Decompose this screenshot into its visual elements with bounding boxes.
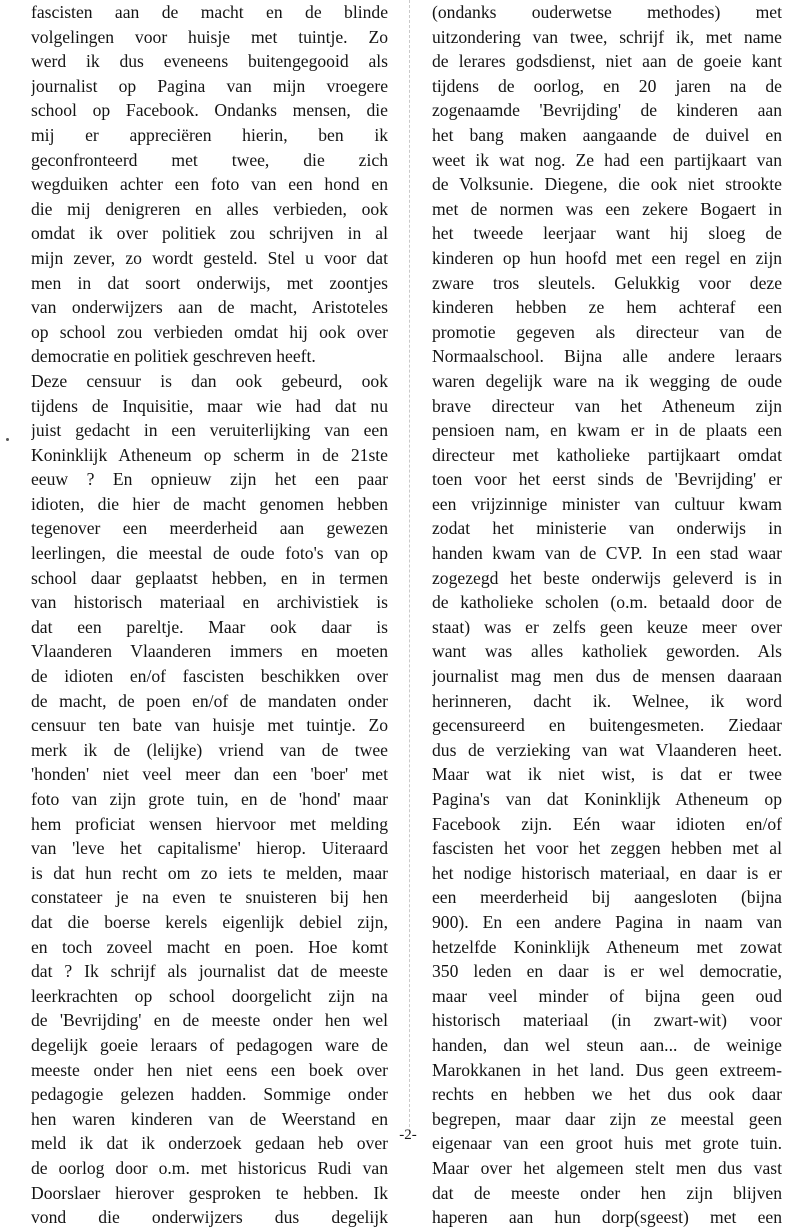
text-line: Marokkanen in het land. Dus geen extreem- [432, 1059, 782, 1080]
text-line: begrepen, maar daar zijn ze meestal geen [432, 1108, 782, 1129]
text-line: hem proficiat wensen hiervoor met melding [31, 813, 388, 834]
text-line: is dat hun recht om zo iets te melden, maar [31, 862, 388, 883]
text-line: mijn zever, zo wordt gesteld. Stel u voor dat [31, 247, 388, 268]
text-line: democratie en politiek geschreven heeft. [31, 346, 316, 367]
text-line: met de normen was een zekere Bogaert in [432, 198, 782, 219]
text-line: hetzelfde Koninklijk Atheneum met zowat [432, 936, 782, 957]
text-line: gecensureerd en buitengesmeten. Ziedaar [432, 715, 782, 736]
text-line: de Volksunie. Diegene, die ook niet strookte [432, 174, 782, 195]
text-line: promotie gegeven als directeur van de [432, 321, 782, 342]
text-line: de lerares godsdienst, niet aan de goeie kant [432, 51, 782, 72]
text-line: tegenover een meerderheid aan gewezen [31, 518, 388, 539]
text-line: handen, dan wel steun aan... de weinige [432, 1034, 782, 1055]
text-line: directeur met katholieke partijkaart omdat [432, 444, 782, 465]
text-line: brave directeur van het Atheneum zijn [432, 395, 782, 416]
text-line: tijdens de oorlog, en 20 jaren na de [432, 75, 782, 96]
text-line: de oorlog door o.m. met historicus Rudi van [31, 1157, 388, 1178]
text-line: school daar geplaatst hebben, en in termen [31, 567, 388, 588]
text-line: op school zou verbieden omdat hij ook over [31, 321, 388, 342]
text-line: (ondanks ouderwetse methodes) met [432, 2, 782, 22]
text-line: journalist op Pagina van mijn vroegere [31, 75, 388, 96]
text-line: foto van zijn grote tuin, en de 'hond' maar [31, 789, 388, 809]
text-line: Maar wat ik niet wist, is dat er twee [432, 764, 782, 785]
text-line: eigenaar van een groot huis met grote tuin. [432, 1133, 782, 1154]
text-line: juist gedacht in een veruiterlijking van een [31, 420, 388, 441]
text-line: degelijk goeie leraars of pedagogen ware de [31, 1034, 388, 1055]
text-line: constateer je na even te snuisteren bij hen [31, 887, 388, 908]
text-line: 'honden' niet veel meer dan een 'boer' met [31, 764, 388, 785]
text-line: Maar over het algemeen stelt men dus vast [432, 1157, 782, 1178]
text-line: dat ? Ik schrijf als journalist dat de meeste [31, 961, 388, 982]
text-line: idioten, die hier de macht genomen hebben [31, 493, 388, 514]
text-line: Deze censuur is dan ook gebeurd, ook [31, 370, 388, 391]
text-line: mij er appreciëren hierin, ben ik [31, 124, 388, 145]
text-line: 900). En een andere Pagina in naam van [432, 911, 782, 932]
text-line: haperen aan hun dorp(sgeest) met een [432, 1207, 782, 1228]
text-line: weet ik wat nog. Ze had een partijkaart van [432, 149, 782, 170]
text-line: omdat ik over politiek zou schrijven in al [31, 223, 388, 244]
text-line: fascisten aan de macht en de blinde [31, 2, 388, 22]
text-line: geconfronteerd met twee, die zich [31, 149, 388, 170]
text-line: het nodige historisch materiaal, en daar is er [432, 862, 782, 883]
text-line: dus de verzieking van wat Vlaanderen heet. [432, 739, 782, 760]
text-line: toen voor het eerst sinds de 'Bevrijding' er [432, 469, 782, 490]
left-text-column [31, 0, 388, 1230]
text-line: Normaalschool. Bijna alle andere leraars [432, 346, 782, 367]
text-line: Pagina's van dat Koninklijk Atheneum op [432, 789, 782, 809]
text-line: maar veel minder of bijna geen oud [432, 985, 782, 1006]
text-line: de katholieke scholen (o.m. betaald door de [432, 592, 782, 613]
text-line: werd ik dus eveneens buitengegooid als [31, 51, 388, 72]
text-line: leerlingen, die meestal de oude foto's van op [31, 543, 388, 564]
text-line: staat) was er zelfs geen keuze meer over [432, 616, 782, 637]
text-line: het tweede leerjaar want hij sloeg de [432, 223, 782, 244]
text-line: waren degelijk ware na ik wegging de oude [432, 370, 782, 391]
text-line: pedagogie gelezen hadden. Sommige onder [31, 1084, 388, 1105]
text-line: de macht, de poen en/of de mandaten onder [31, 690, 388, 711]
text-line: de idioten en/of fascisten beschikken over [31, 666, 388, 687]
text-line: men in dat soort onderwijs, met zoontjes [31, 272, 388, 293]
text-line: een vrijzinnige minister van cultuur kwam [432, 493, 782, 514]
text-line: historisch materiaal (in zwart-wit) voor [432, 1010, 782, 1031]
column-divider [409, 0, 410, 1132]
text-line: leerkrachten op school doorgelicht zijn na [31, 985, 388, 1006]
text-line: eeuw ? En opnieuw zijn het een paar [31, 469, 388, 490]
text-line: Doorslaer hierover gesproken te hebben. Ik [31, 1182, 388, 1203]
text-line: herinneren, dacht ik. Welnee, ik word [432, 690, 782, 711]
text-line: en toch zoveel macht en poen. Hoe komt [31, 936, 388, 957]
text-line: zware tros sleutels. Gelukkig voor deze [432, 272, 782, 293]
text-line: vond die onderwijzers dus degelijk [31, 1207, 388, 1228]
page-number: -2- [399, 1127, 417, 1143]
text-line: meeste onder hen niet eens een boek over [31, 1059, 388, 1080]
text-line: hen waren kinderen van de Weerstand en [31, 1108, 388, 1129]
text-line: 350 leden en daar is er wel democratie, [432, 961, 782, 982]
text-line: van historisch materiaal en archivistiek is [31, 592, 388, 613]
text-line: Vlaanderen Vlaanderen immers en moeten [31, 641, 388, 662]
text-line: kinderen hebben ze hem achteraf een [432, 297, 782, 318]
text-line: censuur ten bate van huisje met tuintje. Zo [31, 715, 388, 736]
text-line: meld ik dat ik onderzoek gedaan heb over [31, 1133, 388, 1154]
right-text-column [432, 0, 782, 1230]
text-line: tijdens de Inquisitie, maar wie had dat nu [31, 395, 388, 416]
text-line: een meerderheid bij aangesloten (bijna [432, 887, 782, 908]
text-line: want was alles katholiek geworden. Als [432, 641, 782, 662]
text-line: school op Facebook. Ondanks mensen, die [31, 100, 388, 121]
text-line: rechts en hebben we het dus ook daar [432, 1084, 782, 1105]
text-line: journalist mag men dus de mensen daaraan [432, 666, 782, 687]
text-line: dat de meeste onder hen zijn blijven [432, 1182, 782, 1203]
text-line: die mij denigreren en alles verbieden, ook [31, 198, 388, 219]
text-line: volgelingen voor huisje met tuintje. Zo [31, 26, 388, 47]
text-line: pensioen nam, en kwam er in de plaats een [432, 420, 782, 441]
text-line: Facebook zijn. Eén waar idioten en/of [432, 813, 782, 834]
text-line: uitzondering van twee, schrijf ik, met name [432, 26, 782, 47]
text-line: kinderen op hun hoofd met een regel en zijn [432, 247, 782, 268]
text-line: wegduiken achter een foto van een hond en [31, 174, 388, 195]
text-line: zodat het ministerie van onderwijs in [432, 518, 782, 539]
text-line: van onderwijzers aan de macht, Aristoteles [31, 297, 388, 318]
text-line: het bang maken aangaande de duivel en [432, 124, 782, 145]
text-line: handen kwam van de CVP. In een stad waar [432, 543, 782, 564]
text-line: de 'Bevrijding' en de meeste onder hen wel [31, 1010, 388, 1031]
text-line: dat een pareltje. Maar ook daar is [31, 616, 388, 637]
text-line: van 'leve het capitalisme' hierop. Uiteraard [31, 838, 388, 859]
text-line: zogenaamde 'Bevrijding' de kinderen aan [432, 100, 782, 121]
scan-speck [6, 438, 9, 441]
text-line: merk ik de (lelijke) vriend van de twee [31, 739, 388, 760]
text-line: dat die boerse kerels eigenlijk debiel zijn, [31, 911, 388, 932]
text-line: fascisten het voor het zeggen hebben met al [432, 838, 782, 859]
text-line: Koninklijk Atheneum op scherm in de 21ste [31, 444, 388, 465]
text-line: zogezegd het beste onderwijs geleverd is in [432, 567, 782, 588]
